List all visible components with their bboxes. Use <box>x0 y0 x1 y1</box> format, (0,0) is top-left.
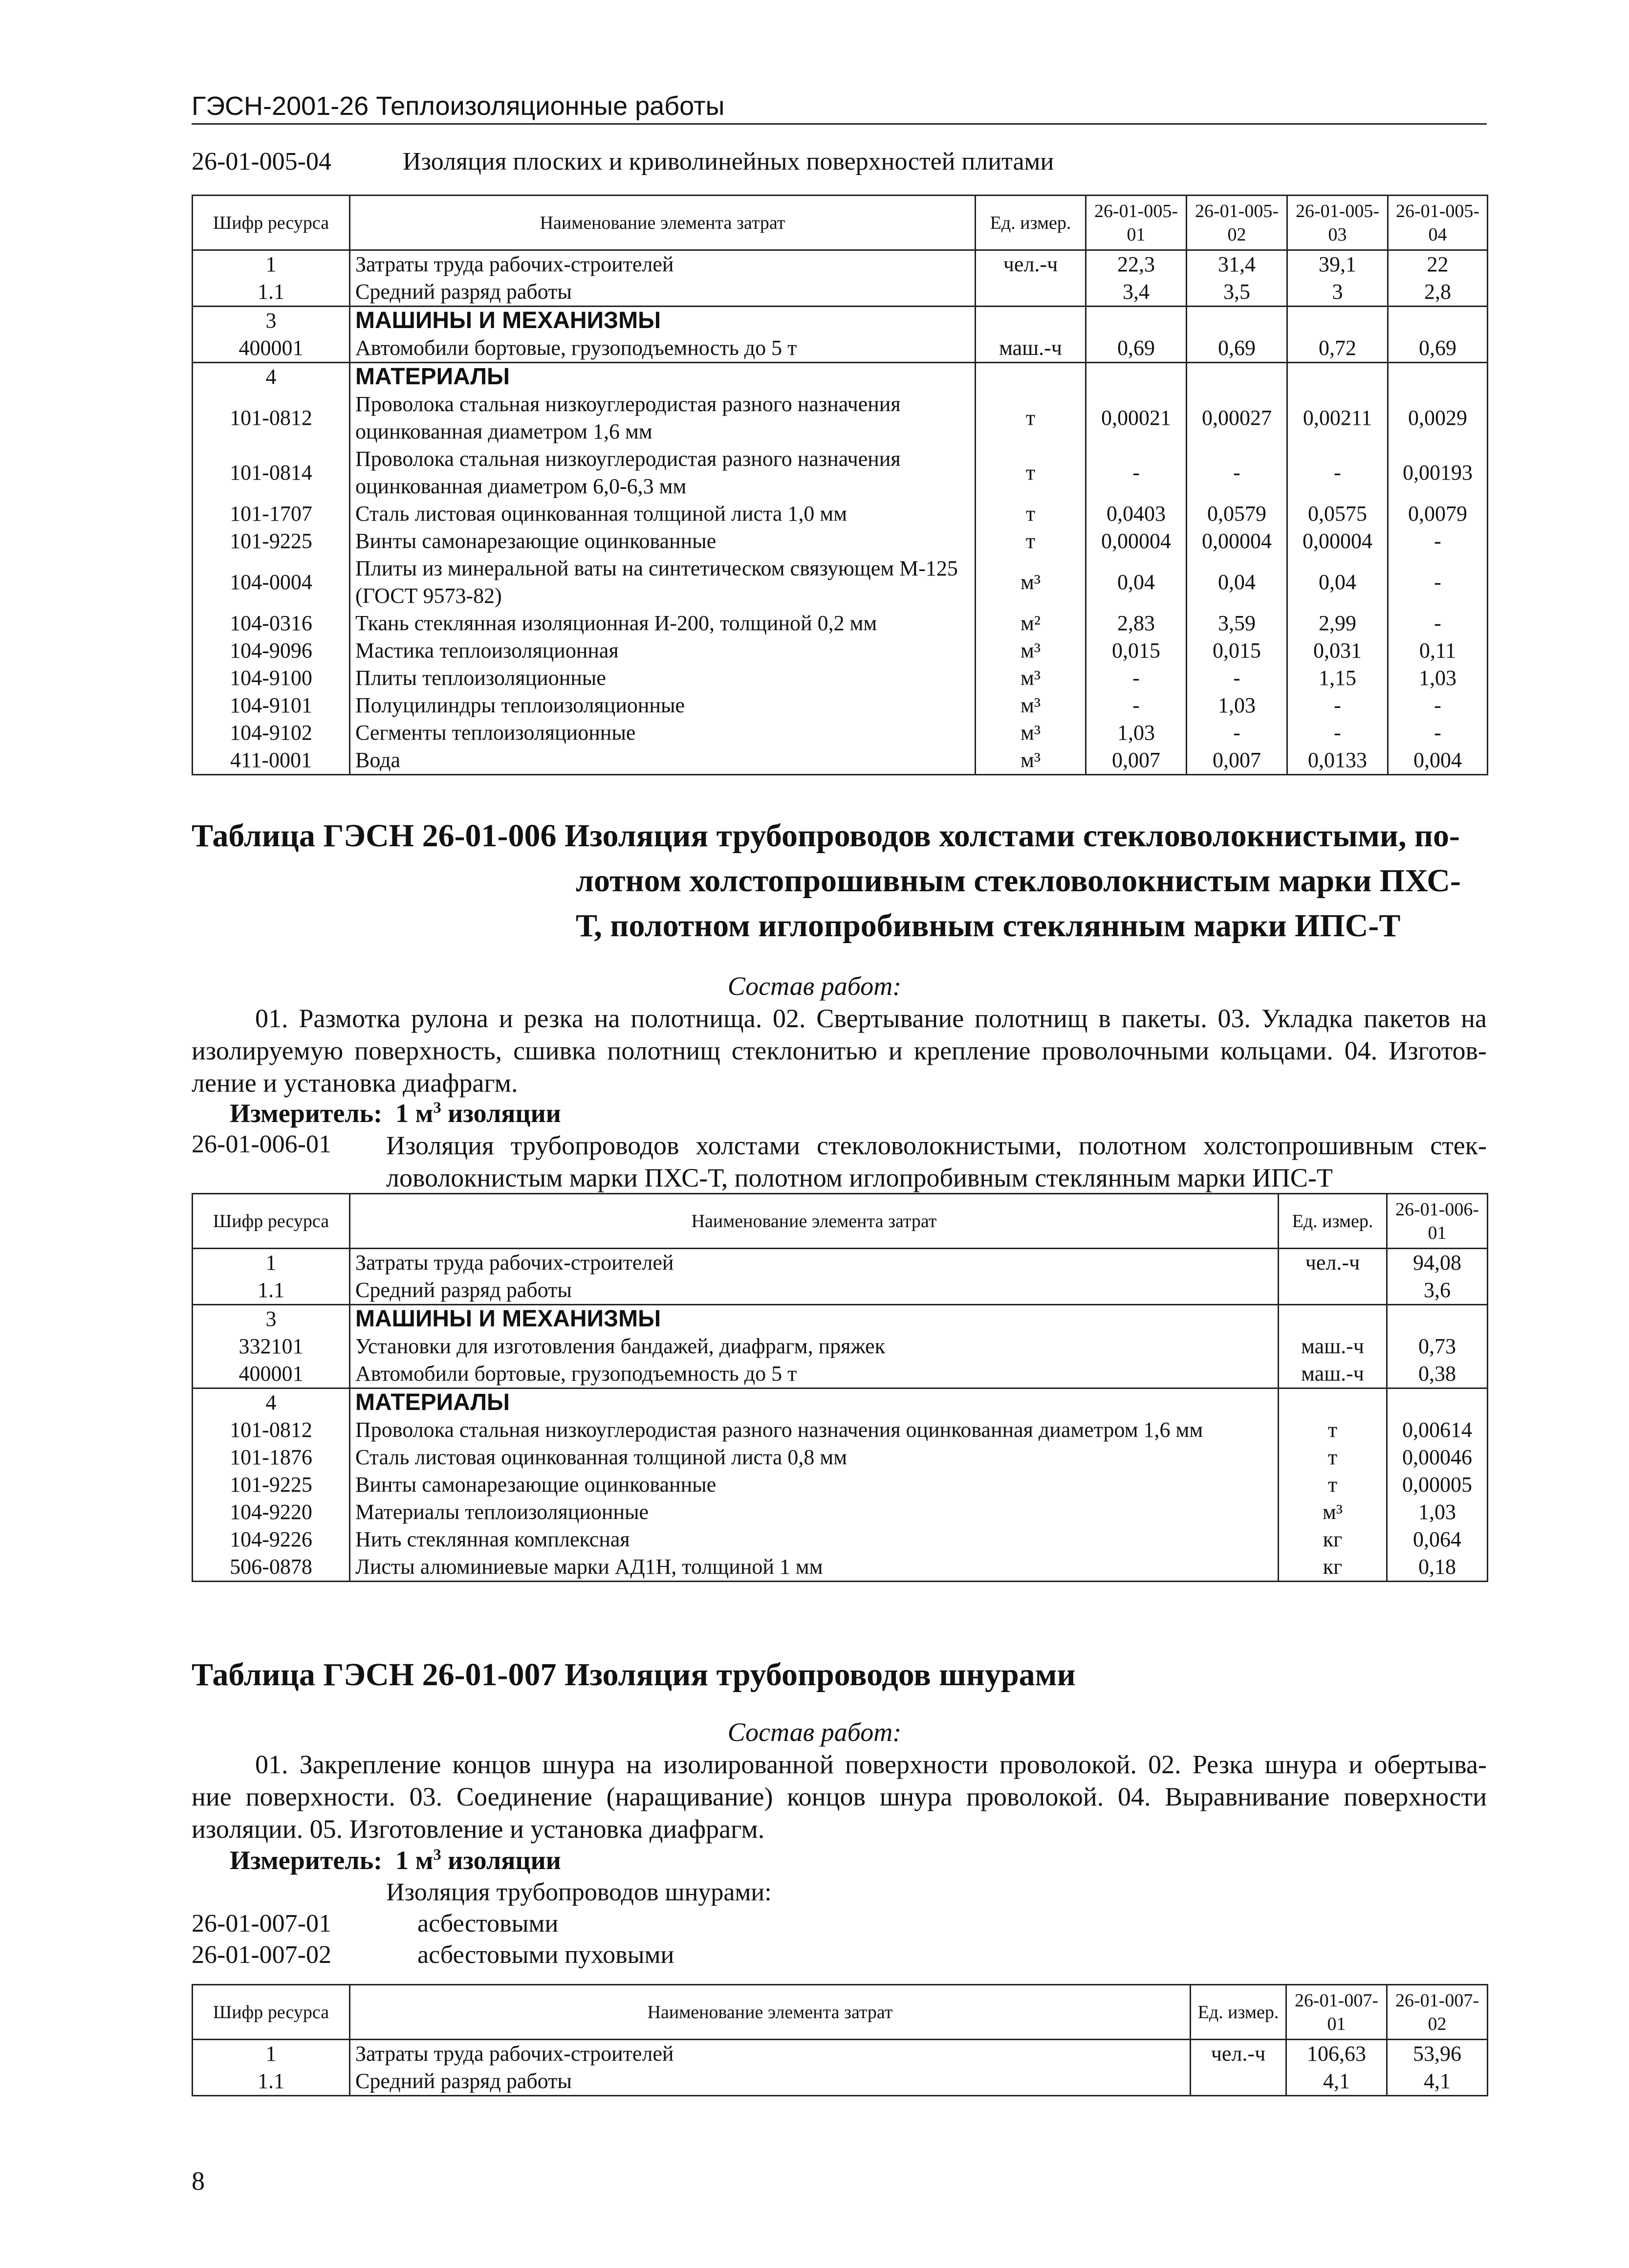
value-cell: 0,007 <box>1187 747 1287 775</box>
value-cell: 0,38 <box>1387 1360 1488 1388</box>
col-header-name: Наименование элемента затрат <box>350 1194 1279 1249</box>
value-cell: 0,0575 <box>1287 500 1388 528</box>
resource-code-cell: 104-0316 <box>193 610 350 637</box>
value-cell: - <box>1388 555 1488 610</box>
value-cell: 0,00021 <box>1086 391 1187 445</box>
value-cell: - <box>1187 664 1287 692</box>
work-composition-text <box>192 1748 1487 1845</box>
resource-code-cell: 101-1707 <box>193 500 350 528</box>
value-cell: 39,1 <box>1287 250 1388 279</box>
measure-unit <box>230 1098 561 1128</box>
item-text: асбестовыми пуховыми <box>417 1941 674 1969</box>
cost-element-cell: Винты самонарезающие оцинкованные <box>350 1471 1279 1498</box>
value-cell: 0,004 <box>1388 747 1488 775</box>
cost-element-cell: Затраты труда рабочих-строителей <box>350 2040 1191 2068</box>
value-cell: 0,04 <box>1287 555 1388 610</box>
col-header-code: 26-01-007-01 <box>1286 1985 1387 2040</box>
value-cell: - <box>1086 692 1187 719</box>
cost-element-cell: Проволока стальная низкоуглеродистая разного назначения оцинкованная диаметром 1,6 мм <box>350 391 976 445</box>
value-cell: 0,18 <box>1387 1553 1488 1582</box>
unit-cell: м³ <box>976 747 1086 775</box>
item-code: 26-01-005-04 <box>192 148 331 176</box>
table-row <box>193 1553 1488 1582</box>
work-composition-text <box>192 1002 1487 1099</box>
col-header-code: 26-01-007-02 <box>1387 1985 1488 2040</box>
value-cell: 4,1 <box>1286 2068 1387 2096</box>
col-header-code: 26-01-005-02 <box>1187 196 1287 250</box>
value-cell: - <box>1388 692 1488 719</box>
value-cell: 0,0133 <box>1287 747 1388 775</box>
col-header-code: 26-01-005-04 <box>1388 196 1488 250</box>
group-title: Изоляция трубопроводов шнурами: <box>386 1878 772 1906</box>
value-cell: 1,03 <box>1387 1498 1488 1526</box>
cost-element-cell: Полуцилиндры теплоизоляционные <box>350 692 976 719</box>
unit-cell: кг <box>1279 1553 1387 1582</box>
section-title-cell: МАШИНЫ И МЕХАНИЗМЫ <box>350 1305 1279 1333</box>
item-text: асбестовыми <box>417 1910 559 1938</box>
value-cell: - <box>1388 528 1488 555</box>
running-header: ГЭСН-2001-26 Теплоизоляционные работы <box>192 91 1487 125</box>
unit-cell: м² <box>976 610 1086 637</box>
cost-element-cell: Сегменты теплоизоляционные <box>350 719 976 747</box>
cost-element-cell: Плиты из минеральной ваты на синтетическом связующем М-125 (ГОСТ 9573-82) <box>350 555 976 610</box>
value-cell: - <box>1388 719 1488 747</box>
unit-cell: маш.-ч <box>976 334 1086 363</box>
unit-cell: т <box>976 528 1086 555</box>
cost-element-cell: Средний разряд работы <box>350 278 976 307</box>
resource-table-007 <box>192 1984 1488 2096</box>
value-cell: 0,0079 <box>1388 500 1488 528</box>
value-cell: 3,59 <box>1187 610 1287 637</box>
value-cell: 0,04 <box>1086 555 1187 610</box>
value-cell: 0,064 <box>1387 1526 1488 1553</box>
unit-cell: м³ <box>976 692 1086 719</box>
table-row <box>193 719 1488 747</box>
unit-cell: т <box>976 391 1086 445</box>
table-row <box>193 500 1488 528</box>
value-cell: - <box>1187 445 1287 500</box>
unit-cell: т <box>1279 1444 1387 1471</box>
table-row <box>193 692 1488 719</box>
col-header-resource: Шифр ресурса <box>193 1985 350 2040</box>
section-title-cell: МАТЕРИАЛЫ <box>350 363 976 391</box>
section-row <box>193 307 1488 335</box>
cost-element-cell: Автомобили бортовые, грузоподъемность до 5 т <box>350 334 976 363</box>
measure-tail: изоляции <box>448 1099 561 1128</box>
section-title-cell: МАШИНЫ И МЕХАНИЗМЫ <box>350 307 976 335</box>
value-cell: 0,69 <box>1388 334 1488 363</box>
unit-cell: т <box>976 445 1086 500</box>
value-cell <box>1388 363 1488 391</box>
item-code-line <box>192 1129 331 1160</box>
unit-cell: чел.-ч <box>1279 1249 1387 1277</box>
value-cell: - <box>1287 719 1388 747</box>
table-row <box>193 664 1488 692</box>
value-cell: 0,007 <box>1086 747 1187 775</box>
table-header-row <box>193 1194 1488 1249</box>
item-description <box>386 1129 1487 1194</box>
value-cell: 3 <box>1287 278 1388 307</box>
table-row <box>193 334 1488 363</box>
resource-code-cell: 3 <box>193 307 350 335</box>
resource-code-cell: 101-9225 <box>193 1471 350 1498</box>
cost-element-cell: Сталь листовая оцинкованная толщиной листа 0,8 мм <box>350 1444 1279 1471</box>
unit-cell <box>976 307 1086 335</box>
value-cell: 0,73 <box>1387 1333 1488 1360</box>
item-code: 26-01-006-01 <box>192 1130 331 1158</box>
paragraph-line: изоляции. 05. Изготовление и установка диафрагм. <box>192 1814 765 1844</box>
table-row <box>193 278 1488 307</box>
resource-code-cell: 1.1 <box>193 2068 350 2096</box>
value-cell: 1,03 <box>1388 664 1488 692</box>
table-row <box>193 747 1488 775</box>
value-cell: 0,00027 <box>1187 391 1287 445</box>
resource-code-cell: 104-9226 <box>193 1526 350 1553</box>
col-header-unit: Ед. измер. <box>976 196 1086 250</box>
value-cell: - <box>1287 692 1388 719</box>
resource-code-cell: 1.1 <box>193 278 350 307</box>
value-cell: 0,015 <box>1086 637 1187 664</box>
value-cell: 0,0579 <box>1187 500 1287 528</box>
resource-code-cell: 400001 <box>193 334 350 363</box>
resource-code-cell: 104-9102 <box>193 719 350 747</box>
value-cell <box>1387 1388 1488 1417</box>
cost-element-cell: Средний разряд работы <box>350 2068 1191 2096</box>
cost-element-cell: Сталь листовая оцинкованная толщиной листа 1,0 мм <box>350 500 976 528</box>
measure-label: Измеритель: <box>230 1846 383 1875</box>
value-cell: - <box>1287 445 1388 500</box>
paragraph-line: изолируемую поверхность, сшивка полотнищ стеклонитью и крепление проволочными кольцами. 04. Изготов- <box>192 1036 1487 1065</box>
resource-code-cell: 4 <box>193 363 350 391</box>
resource-code-cell: 1 <box>193 1249 350 1277</box>
cost-element-cell: Мастика теплоизоляционная <box>350 637 976 664</box>
unit-cell <box>976 278 1086 307</box>
measure-exponent: 3 <box>433 1099 441 1117</box>
table-title-line: Таблица ГЭСН 26-01-007 Изоляция трубопроводов шнурами <box>192 1657 1076 1693</box>
value-cell: - <box>1086 664 1187 692</box>
item-code-line <box>192 1909 559 1939</box>
value-cell: 0,0029 <box>1388 391 1488 445</box>
value-cell: 0,00193 <box>1388 445 1488 500</box>
unit-cell <box>1191 2068 1286 2096</box>
item-title: Изоляция плоских и криволинейных поверхностей плитами <box>403 148 1054 176</box>
work-composition-heading: Состав работ: <box>727 971 902 1001</box>
unit-cell: м³ <box>976 664 1086 692</box>
table-row <box>193 2068 1488 2096</box>
value-cell: 1,03 <box>1086 719 1187 747</box>
value-cell: 0,0403 <box>1086 500 1187 528</box>
value-cell: 0,00614 <box>1387 1416 1488 1444</box>
measure-exponent: 3 <box>433 1846 441 1864</box>
unit-cell: маш.-ч <box>1279 1333 1387 1360</box>
item-code-line <box>192 147 1054 177</box>
value-cell: 0,00004 <box>1287 528 1388 555</box>
resource-code-cell: 411-0001 <box>193 747 350 775</box>
table-row <box>193 1360 1488 1388</box>
table-row <box>193 637 1488 664</box>
unit-cell: м³ <box>976 637 1086 664</box>
value-cell: 22 <box>1388 250 1488 279</box>
value-cell <box>1086 307 1187 335</box>
value-cell: 0,72 <box>1287 334 1388 363</box>
resource-code-cell: 3 <box>193 1305 350 1333</box>
measure-label: Измеритель: <box>230 1099 383 1128</box>
resource-code-cell: 104-9100 <box>193 664 350 692</box>
resource-code-cell: 4 <box>193 1388 350 1417</box>
cost-element-cell: Материалы теплоизоляционные <box>350 1498 1279 1526</box>
cost-element-cell: Винты самонарезающие оцинкованные <box>350 528 976 555</box>
table-row <box>193 2040 1488 2068</box>
col-header-unit: Ед. измер. <box>1279 1194 1387 1249</box>
value-cell: 0,00005 <box>1387 1471 1488 1498</box>
resource-code-cell: 104-0004 <box>193 555 350 610</box>
table-row <box>193 1249 1488 1277</box>
value-cell: 1,15 <box>1287 664 1388 692</box>
col-header-code: 26-01-006-01 <box>1387 1194 1488 1249</box>
value-cell: 0,04 <box>1187 555 1287 610</box>
col-header-resource: Шифр ресурса <box>193 1194 350 1249</box>
section-title-cell: МАТЕРИАЛЫ <box>350 1388 1279 1417</box>
value-cell: 0,69 <box>1187 334 1287 363</box>
value-cell: 0,00004 <box>1086 528 1187 555</box>
item-code: 26-01-007-02 <box>192 1941 331 1969</box>
col-header-name: Наименование элемента затрат <box>350 196 976 250</box>
table-row <box>193 610 1488 637</box>
unit-cell <box>1279 1277 1387 1305</box>
unit-cell <box>1279 1305 1387 1333</box>
paragraph-line: 01. Закрепление концов шнура на изолированной поверхности проволокой. 02. Резка шнура и обертыва- <box>255 1750 1487 1779</box>
measure-unit <box>230 1845 561 1875</box>
unit-cell: т <box>1279 1416 1387 1444</box>
table-header-row <box>193 196 1488 250</box>
value-cell <box>1287 307 1388 335</box>
resource-code-cell: 104-9096 <box>193 637 350 664</box>
measure-tail: изоляции <box>448 1846 561 1875</box>
work-composition-heading: Состав работ: <box>727 1718 902 1747</box>
resource-code-cell: 104-9220 <box>193 1498 350 1526</box>
value-cell <box>1387 1305 1488 1333</box>
table-header-row <box>193 1985 1488 2040</box>
unit-cell: т <box>1279 1471 1387 1498</box>
resource-code-cell: 101-0812 <box>193 1416 350 1444</box>
cost-element-cell: Установки для изготовления бандажей, диафрагм, пряжек <box>350 1333 1279 1360</box>
value-cell: 3,5 <box>1187 278 1287 307</box>
unit-cell <box>976 363 1086 391</box>
col-header-name: Наименование элемента затрат <box>350 1985 1191 2040</box>
unit-cell: м³ <box>976 555 1086 610</box>
value-cell: - <box>1086 445 1187 500</box>
item-description-line: Изоляция трубопроводов холстами стекловолокнистыми, полотном холстопрошивным стек- <box>386 1131 1487 1160</box>
resource-code-cell: 1.1 <box>193 1277 350 1305</box>
value-cell: 0,00046 <box>1387 1444 1488 1471</box>
paragraph-line: 01. Размотка рулона и резка на полотнища. 02. Свертывание полотнищ в пакеты. 03. Укладка пакетов на <box>255 1004 1487 1033</box>
cost-element-cell: Затраты труда рабочих-строителей <box>350 250 976 279</box>
cost-element-cell: Листы алюминиевые марки АД1Н, толщиной 1 мм <box>350 1553 1279 1582</box>
page-number: 8 <box>192 2166 205 2196</box>
value-cell: 0,031 <box>1287 637 1388 664</box>
paragraph-line: ние поверхности. 03. Соединение (наращивание) концов шнура проволокой. 04. Выравнивание поверхности <box>192 1782 1487 1811</box>
unit-cell: т <box>976 500 1086 528</box>
resource-code-cell: 400001 <box>193 1360 350 1388</box>
value-cell <box>1187 363 1287 391</box>
value-cell: 31,4 <box>1187 250 1287 279</box>
item-description-line: ловолокнистым марки ПХС-Т, полотном иглопробивным стеклянным марки ИПС-Т <box>386 1163 1333 1192</box>
value-cell <box>1388 307 1488 335</box>
unit-cell <box>1279 1388 1387 1417</box>
cost-element-cell: Проволока стальная низкоуглеродистая разного назначения оцинкованная диаметром 6,0-6,3 мм <box>350 445 976 500</box>
value-cell: 53,96 <box>1387 2040 1488 2068</box>
table-row <box>193 1498 1488 1526</box>
section-row <box>193 1305 1488 1333</box>
resource-table-006 <box>192 1193 1488 1582</box>
table-row <box>193 1526 1488 1553</box>
cost-element-cell: Затраты труда рабочих-строителей <box>350 1249 1279 1277</box>
measure-value: 1 м <box>395 1846 434 1875</box>
unit-cell: маш.-ч <box>1279 1360 1387 1388</box>
table-row <box>193 1333 1488 1360</box>
value-cell: 4,1 <box>1387 2068 1488 2096</box>
table-row <box>193 250 1488 279</box>
cost-element-cell: Автомобили бортовые, грузоподъемность до 5 т <box>350 1360 1279 1388</box>
resource-code-cell: 1 <box>193 2040 350 2068</box>
table-row <box>193 1277 1488 1305</box>
cost-element-cell: Ткань стеклянная изоляционная И-200, толщиной 0,2 мм <box>350 610 976 637</box>
section-row <box>193 363 1488 391</box>
unit-cell: чел.-ч <box>976 250 1086 279</box>
value-cell: 0,69 <box>1086 334 1187 363</box>
measure-value: 1 м <box>395 1099 434 1128</box>
cost-element-cell: Нить стеклянная комплексная <box>350 1526 1279 1553</box>
value-cell <box>1086 363 1187 391</box>
resource-code-cell: 104-9101 <box>193 692 350 719</box>
table-title-line: Таблица ГЭСН 26-01-006 Изоляция трубопроводов холстами стекловолокнистыми, по- <box>192 818 1460 854</box>
value-cell: 1,03 <box>1187 692 1287 719</box>
col-header-code: 26-01-005-03 <box>1287 196 1388 250</box>
resource-code-cell: 1 <box>193 250 350 279</box>
unit-cell: м³ <box>1279 1498 1387 1526</box>
value-cell: 0,00211 <box>1287 391 1388 445</box>
table-row <box>193 1416 1488 1444</box>
table-row <box>193 445 1488 500</box>
resource-code-cell: 101-1876 <box>193 1444 350 1471</box>
item-code-line <box>192 1940 674 1970</box>
value-cell: 2,99 <box>1287 610 1388 637</box>
value-cell: 94,08 <box>1387 1249 1488 1277</box>
table-title-line: Т, полотном иглопробивным стеклянным марки ИПС-Т <box>576 908 1401 944</box>
table-row <box>193 528 1488 555</box>
value-cell: 0,00004 <box>1187 528 1287 555</box>
unit-cell: кг <box>1279 1526 1387 1553</box>
table-row <box>193 1444 1488 1471</box>
value-cell <box>1287 363 1388 391</box>
table-row <box>193 1471 1488 1498</box>
item-code: 26-01-007-01 <box>192 1910 331 1938</box>
col-header-unit: Ед. измер. <box>1191 1985 1286 2040</box>
cost-element-cell: Проволока стальная низкоуглеродистая разного назначения оцинкованная диаметром 1,6 мм <box>350 1416 1279 1444</box>
unit-cell: чел.-ч <box>1191 2040 1286 2068</box>
table-row <box>193 391 1488 445</box>
value-cell: - <box>1187 719 1287 747</box>
col-header-code: 26-01-005-01 <box>1086 196 1187 250</box>
section-row <box>193 1388 1488 1417</box>
col-header-resource: Шифр ресурса <box>193 196 350 250</box>
cost-element-cell: Средний разряд работы <box>350 1277 1279 1305</box>
cost-element-cell: Плиты теплоизоляционные <box>350 664 976 692</box>
value-cell: 0,11 <box>1388 637 1488 664</box>
table-title-007 <box>192 1652 1487 1697</box>
value-cell: 3,4 <box>1086 278 1187 307</box>
cost-element-cell: Вода <box>350 747 976 775</box>
table-title-006 <box>192 814 1487 948</box>
resource-code-cell: 101-0814 <box>193 445 350 500</box>
value-cell: 2,83 <box>1086 610 1187 637</box>
unit-cell: м³ <box>976 719 1086 747</box>
value-cell: 22,3 <box>1086 250 1187 279</box>
value-cell: - <box>1388 610 1488 637</box>
resource-table-005 <box>192 195 1488 775</box>
paragraph-line: ление и установка диафрагм. <box>192 1068 518 1098</box>
value-cell: 106,63 <box>1286 2040 1387 2068</box>
resource-code-cell: 332101 <box>193 1333 350 1360</box>
value-cell: 2,8 <box>1388 278 1488 307</box>
table-row <box>193 555 1488 610</box>
resource-code-cell: 506-0878 <box>193 1553 350 1582</box>
value-cell: 0,015 <box>1187 637 1287 664</box>
value-cell <box>1187 307 1287 335</box>
resource-code-cell: 101-9225 <box>193 528 350 555</box>
table-title-line: лотном холстопрошивным стекловолокнистым марки ПХС- <box>576 863 1461 899</box>
value-cell: 3,6 <box>1387 1277 1488 1305</box>
resource-code-cell: 101-0812 <box>193 391 350 445</box>
